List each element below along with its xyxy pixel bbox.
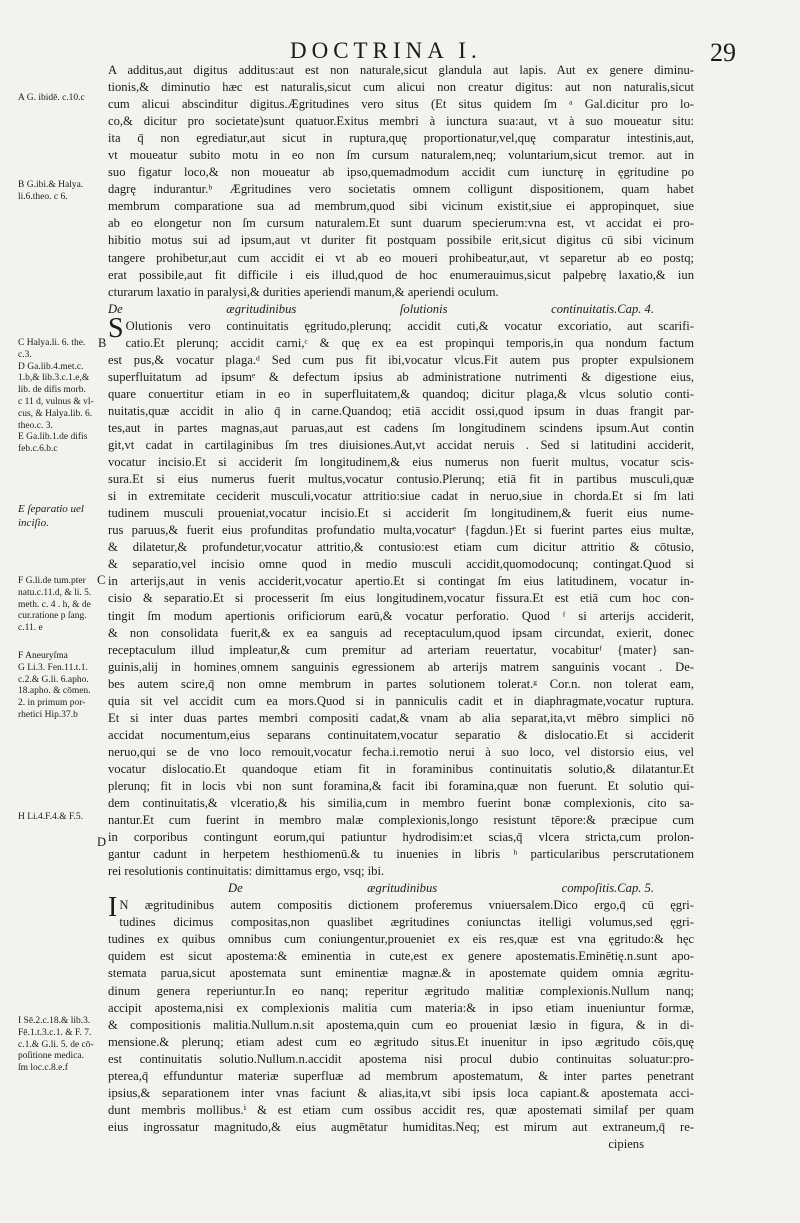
marginal-note-e (18, 502, 84, 530)
margin-line: H Li.4.F.4.& F.5. (18, 812, 83, 822)
text-line: sura.Et si eius numerus fuerit multus,vocatur contusio.Plerunq; etiā fit in partibus musculi,quæ (108, 472, 694, 487)
marginal-note-h (18, 812, 83, 824)
chapter-4-title: De ægritudinibus ſolutionis continuitatis. (108, 301, 618, 316)
chapter-4-number: Cap. 4. (617, 301, 654, 316)
text-line: ab eo elongetur non ſm cursum naturalem.Et sunt duarum specierum:vna est, vt accidat ei pro- (108, 216, 694, 231)
marginal-note-f (18, 576, 91, 635)
margin-line: ſm loc.c.8.e.f (18, 1063, 68, 1074)
chapter-3-continuation (108, 62, 694, 301)
text-line: receptaculum illud impleatur,& cum premitur ad arteriam reuertatur, vocabiturᶠ {mater} san- (108, 642, 694, 657)
text-line: stemata parua,sicut apostemata sunt eminentiæ magnæ.& in apostemate quidem omnia ægritu- (108, 966, 694, 981)
margin-line: li.6.theo. c 6. (18, 191, 68, 202)
text-line: N ægritudinibus autem compositis dictionem proferemus vniuersalem.Dico ergo,q̄ cū ęgri- (119, 898, 694, 913)
margin-line: B G.ibi.& Halya. (18, 180, 84, 190)
text-line: tudines ex quibus omnibus cum coniungentur,proueniet ex eis res,quæ est vna ęgritudo:& hęc (108, 932, 694, 947)
text-line: quidem est sicut apostema:& eminentia in cute,est ex genere apostematis.Eminētię.n.sunt apo- (108, 949, 694, 964)
text-line: erat possibile,aut fit difficile i eis illud,quod de hoc enumerauimus,sicut palpebrę laxatio,& iun (108, 267, 694, 282)
section-mark-d: D (97, 835, 107, 849)
text-line: dinum genera reperiuntur.In eo nanq; reperitur ægritudo malitiæ complexionis.Nullum nanq; (108, 983, 694, 998)
text-line: est continuitatis solutio.Nullum.n.accidit apostema nisi procul dubio continuitas soluatur:pro- (108, 1051, 694, 1066)
text-line: quare conuertitur etiam in eo in superfluitatem,& quandoq; dicitur plaga,& vlcus solutio conti- (108, 386, 694, 401)
chapter-4-body (108, 312, 694, 881)
text-line: guinis,alij in hominesˌomnem sanguinis egressionem ab arterijs matrem sanguinis vocant . De- (108, 659, 694, 674)
margin-line: 2. in primum por- (18, 698, 86, 709)
text-line: tionis,& diminutio hæc est naturalis,sicut cum alicui non creatur digitus: aut non naturalis,sicut (108, 80, 694, 95)
margin-line: G Li.3. Fen.11.t.1. (18, 662, 88, 673)
text-line: & non consolidata fuerit,& ex ea sanguis ad receptaculum,quod ipsam circundat, exierit, donec (108, 625, 694, 640)
text-line: co,& dicitur pro societate)sunt quatuor.Exitus membri à iunctura sua:aut, vt à suo moueatur situ: (108, 114, 694, 129)
page-number: 29 (710, 38, 736, 67)
chapter-5-body (108, 892, 694, 1153)
text-line: tudinem musculi proueniat,vocatur incisio.Et si acciderit ſm longitudinem,& fuerit eius nume- (108, 506, 694, 521)
text-line: Olutionis vero continuitatis ęgritudo,plerunq; accidit cuti,& vocatur excoriatio, aut scarifi- (125, 318, 694, 333)
text-line: & compositionis malitia.Nullum.n.sit apostema,quin cum eo proueniat læsio in figura, & in di- (108, 1017, 694, 1032)
margin-line: c.11. e (18, 623, 43, 634)
margin-line: F G.li.de tum.pter (18, 576, 86, 586)
text-line: ipsius,& separationem inter vnas faciunt & alias,ita,vt sibi ipsis loca capiant.& apostemata acci- (108, 1085, 694, 1100)
margin-line: feb.c.6.b.c (18, 444, 58, 455)
text-line: tangere prohibetur,aut cum accidit ei vt ab eo moueri prohibeatur,aut, vt separetur ab eo postq; (108, 250, 694, 265)
text-line: ita q̄ non egrediatur,aut sicut in ruptura,quę proportionatur,vel,quę comparatur intestinis,aut, (108, 131, 694, 146)
margin-line: inciſio. (18, 517, 49, 529)
margin-line: Fē.1.t.3.c.1. & F. 7. (18, 1027, 92, 1038)
margin-line: meth. c. 4 . h, & de (18, 599, 91, 610)
text-line: quia sit vel accidit cum ea mors.Quod si in panniculis cadit et in diaphragmate,vocatur ruptura. (108, 693, 694, 708)
text-line: pterea,q̄ effunduntur materiæ superfluæ ad membrum apostematum, & inter partes penetrant (108, 1068, 694, 1083)
catchword: cipiens (608, 1136, 644, 1151)
text-line: vocatur incisio.Et si acciderit ſm longitudinem,& eius numerus non fuerit multus, vocatur scis- (108, 455, 694, 470)
margin-line: theo.c. 3. (18, 420, 53, 431)
text-line: plerunq; fit in locis vbi non sunt foramina,& facit ibi foramina,quæ non fuerunt. Et solutio qui- (108, 778, 694, 793)
margin-line: 18.apho. & cōmen. (18, 686, 91, 697)
margin-line: F Aneuryſma (18, 651, 68, 661)
margin-line: c.1.& G.li. 5. de cō- (18, 1039, 94, 1050)
marginal-note-b (18, 180, 83, 204)
margin-line: c.3. (18, 349, 32, 360)
text-line: dunt membris mollibus.ⁱ & est etiam cum ossibus accidit res, quæ apostemati similaf per quam (108, 1102, 694, 1117)
margin-line: D Ga.lib.4.met.c. (18, 361, 84, 372)
chapter-4-caption (108, 301, 694, 318)
text-line: rus paruus,& fuerit eius profunditas profundatio multa,vocaturᵉ {fagdun.}Et si fuerint partes eius multæ, (108, 523, 694, 538)
margin-line: cus, & Halya.lib. 6. (18, 408, 93, 419)
main-text-column (108, 62, 694, 1153)
text-line: est pus,& vocatur plaga.ᵈ Sed cum pus fit ibi,vocatur vlcus.Fit autem pus propter expulsionem (108, 352, 694, 367)
text-line: dem continuitatis,& vlceratio,& his similia,cum in membro fuerint bonæ complexionis, cito sa- (108, 796, 694, 811)
text-line: cum alicui abscinditur digitus.Ægritudines vero situs (Et situs quidem ſm ᵃ Gal.dicitur pro lo- (108, 97, 694, 112)
text-line: tingit ſm modum apertionis orificiorum earū,& vocatur perforatio. Quod ᶠ si arterijs acciderit, (108, 608, 694, 623)
text-line: tudines dicimus compositas,non quaslibet ægritudines coniunctas itelligi volumus,sed ęgri- (119, 915, 694, 930)
text-line: in corporibus contingunt eorum,qui patiuntur hydrodisim:et scias,q̄ vlcera stricta,cum prolon- (108, 830, 694, 845)
text-line: accidat nocumentum,eius separans continuitatem,vocatur separatio & dislocatio.Et si acciderit (108, 727, 694, 742)
chapter-5-title: De ægritudinibus compoſitis. (228, 881, 618, 896)
text-line: tes,aut in partes magnas,aut paruas,aut est cadens ſm longitudinem scindens ipsum.Aut contin (108, 420, 694, 435)
text-line: A additus,aut digitus additus:aut est non naturale,sicut glandula aut lapis. Aut ex genere diminu- (108, 63, 694, 77)
margin-line: E Ga.lib.1.de difis (18, 432, 88, 443)
marginal-note-a (18, 93, 85, 105)
margin-line: 1.b,& lib.3.c.1.e,& (18, 373, 90, 384)
chapter-5-caption (108, 880, 694, 897)
text-line: bes autem scire,q̄ non omne membrum in partes solutionem tolerat.ᵍ Cor.n. non tolerat eam, (108, 676, 694, 691)
margin-line: c 11 d, vulnus & vl- (18, 396, 94, 407)
marginal-note-f2 (18, 651, 91, 722)
text-line: & dilatetur,& profundetur,vocatur attritio,& contusio:est etiam cum dicitur attritio & cōtusio, (108, 540, 694, 555)
section-mark-c: C (97, 573, 106, 587)
text-line: Et si inter duas partes membri compositi cadat,& vnam ab alia separat,ita,vt mēbro simplici nō (108, 710, 694, 725)
text-line: suo figatur loco,& non moueatur ab ipso,quemadmodum accidit cum iuncturę in ęgritudine po (108, 165, 694, 180)
marginal-note-c (18, 338, 94, 456)
text-line: vocatur dislocatio.Et quandoque etiam fit in foraminibus continuitatis solutio,& dilatantur.Et (108, 761, 694, 776)
text-line: gantur cadunt in herpetem hesthiomenū.& tu inuenies in libris ʰ particularibus perscrutationem (108, 847, 694, 862)
margin-line: c.2.& G.li. 6.apho. (18, 674, 89, 685)
text-line: & separatio,vel incisio omne quod in medio musculi accidit,quomodocunq; contingat.Quod si (108, 557, 694, 572)
text-line: cturarum laxatio in paralysi,& durities aperiendi manum,& aperiendi oculum. (108, 284, 499, 299)
margin-line: A G. ibidē. c.10.c (18, 93, 85, 103)
text-line: hibitio motus sui ad ipsum,aut vt duriter fit postquam possibile erit,sicut digitus cū sibi vicinum (108, 233, 694, 248)
margin-line: cur.ratione p ſang. (18, 611, 87, 622)
text-line: superfluitatum ad ipsumᵉ & defectum ipsius ab administratione nutrimenti & digestione eius, (108, 369, 694, 384)
text-line: nuitatis,quæ accidit in alio q̄ in carne.Quandoq; etiā accidit ossi,quod ipsum in duas frangit par- (108, 403, 694, 418)
text-line: accipit apostema,nisi ex complexionis malitia cum materia:& in ipso etiam inueniuntur formæ, (108, 1000, 694, 1015)
drop-capital-s: S (108, 312, 124, 344)
text-line: rei resolutionis continuitatis: dimittamus ergo, vsq; ibi. (108, 864, 385, 879)
drop-capital-i: I (108, 892, 118, 924)
section-mark-b: B (98, 336, 107, 350)
text-line: mensione.& plerunq; etiam adest cum eo ægritudo situs.Et inuenitur in ipso ægritudo cōis,quę (108, 1034, 694, 1049)
margin-line: E ſeparatio uel (18, 503, 84, 515)
text-line: neruo,qui se de vno loco remouit,vocatur fecha.i.remotio nerui à suo loco, vel distorsio eius, vel (108, 744, 694, 759)
text-line: git,vt cadat in cartilaginibus ſm tres diuisiones.Aut,vt accidat neruis . Sed si latitudini acciderit, (108, 438, 694, 453)
text-line: dagrę indurantur.ᵇ Ægritudines vero societatis omnem colligunt dispositionem, quam habet (108, 182, 694, 197)
text-line: catio.Et plerunq; accidit carni,ᶜ & quę ex ea est propinqui temporis,in qua nondum factum (125, 335, 694, 350)
text-line: eius ingrossatur magnitudo,& eius augmētatur humiditas.Neq; est mirum aut extraneum,q̄ re- (108, 1119, 694, 1134)
margin-line: lib. de difis morb. (18, 385, 86, 396)
margin-line: rhetici Hip.37.b (18, 709, 78, 720)
margin-line: C Halya.li. 6. the. (18, 338, 86, 348)
margin-line: natu.c.11.d, & li. 5. (18, 587, 92, 598)
margin-line: poſitione medica. (18, 1051, 84, 1062)
text-line: vt moueatur subito motu in eo non ſm cursum naturalem,neq; voluntarium,sicut tremor. aut in (108, 148, 694, 163)
text-line: nantur.Et cum fuerint in membro malæ complexionis,longo resistunt tēpore:& præcipue cum (108, 813, 694, 828)
marginal-note-i (18, 1016, 94, 1075)
margin-line: I Sē.2.c.18.& lib.3. (18, 1016, 91, 1026)
text-line: si in extremitate ceciderit musculi,vocatur attritio:siue cadat in neruo,siue in chorda.Et si ſm lati (108, 489, 694, 504)
text-line: in arterijs,aut in venis acciderit,vocatur apertio.Et si contingat ſm eius latitudinem, vocatur in- (108, 574, 694, 589)
text-line: membrum comparatione sua ad membrum,quod sibi vicinum existit,siue ei appropinquet, siue (108, 199, 694, 214)
text-line: cisio & separatio.Et si processerit ſm eius longitudinem,vocatur fissura.Et est etiā cum hoc con- (108, 591, 694, 606)
page-title: DOCTRINA I. (290, 38, 482, 63)
chapter-5-number: Cap. 5. (617, 881, 654, 896)
